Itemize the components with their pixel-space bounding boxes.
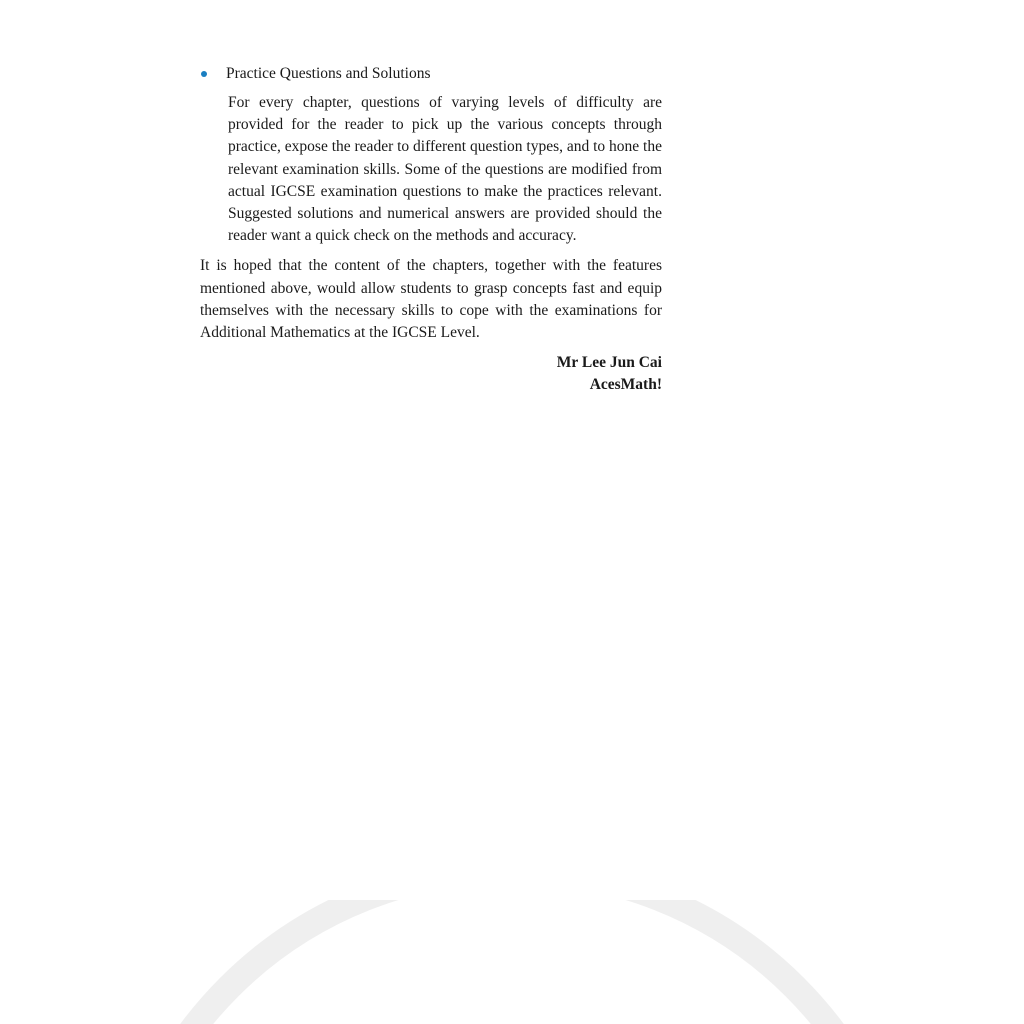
page-content xyxy=(200,62,662,396)
signature-block xyxy=(200,352,662,396)
closing-paragraph: It is hoped that the content of the chapters, together with the features mentioned above, would allow students to grasp concepts fast and equip themselves with the necessary skills to cope with the examinations for Additional Mathematics at the IGCSE Level. xyxy=(200,257,662,342)
decorative-arc-watermark xyxy=(0,900,1024,1024)
bullet-body-paragraph: For every chapter, questions of varying levels of difficulty are provided for the reader to pick up the various concepts through practice, expose the reader to different question types, and to hone the relevant examination skills. Some of the questions are modified from actual IGCSE examination questions to make the practices relevant. Suggested solutions and numerical answers are provided should the reader want a quick check on the methods and accuracy. xyxy=(228,94,662,245)
bullet-title: Practice Questions and Solutions xyxy=(226,65,431,82)
bullet-dot-icon xyxy=(201,71,207,77)
author-name: Mr Lee Jun Cai xyxy=(556,354,662,372)
author-organization: AcesMath! xyxy=(589,376,662,394)
bullet-item xyxy=(200,62,662,86)
